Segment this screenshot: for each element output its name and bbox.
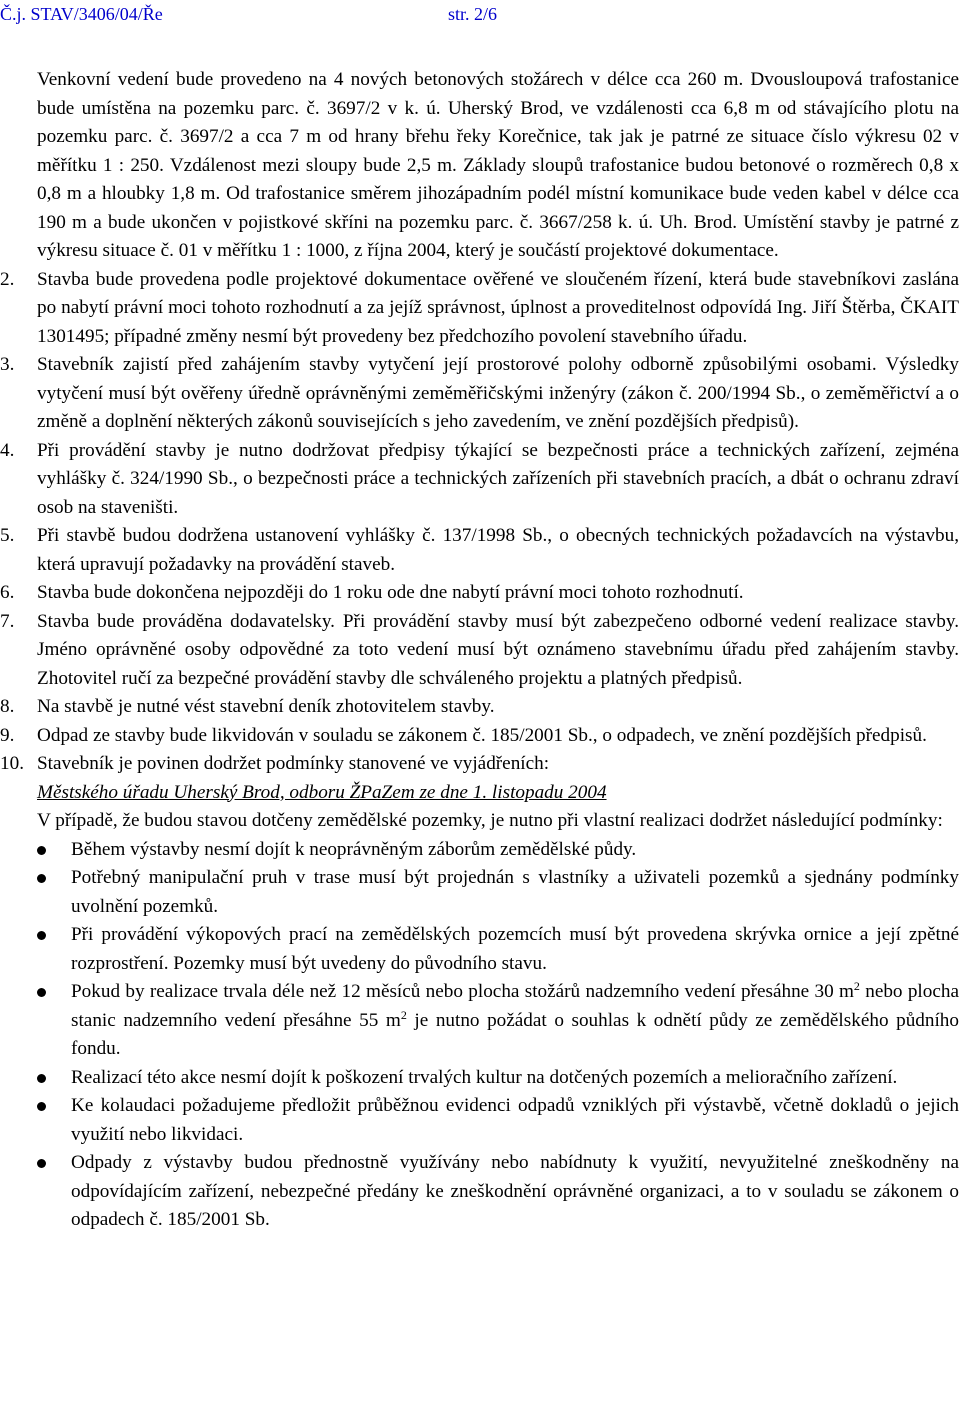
item-text: Při stavbě budou dodržena ustanovení vyhlášky č. 137/1998 Sb., o obecných technických požadavcích na výstavbu, která upravují požadavky na provádění staveb. [37, 525, 959, 575]
item-text: Stavba bude prováděna dodavatelsky. Při provádění stavby musí být zabezpečeno odborné vedení realizace stavby. Jméno oprávněné osoby odpovědné za toto vedení musí být oznámeno stavebnímu úřadu před zahájením stavby. Zhotovitel ručí za bezpečné provádění stavby dle schváleného projektu a platných předpisů. [37, 610, 959, 689]
authority-subheading: Městského úřadu Uherský Brod, odboru ŽPaZem ze dne 1. listopadu 2004 [37, 781, 607, 803]
reference-number: Č.j. STAV/3406/04/Ře [0, 4, 163, 24]
conditions-intro: V případě, že budou stavou dotčeny zemědělské pozemky, je nutno při vlastní realizaci dodržet následující podmínky: [37, 810, 943, 831]
item-text: Na stavbě je nutné vést stavební deník zhotovitelem stavby. [37, 696, 495, 717]
list-item-8 [0, 693, 959, 722]
list-item-10 [0, 750, 959, 779]
list-item-5 [0, 522, 959, 579]
list-item [37, 978, 959, 1064]
item-text: Při provádění stavby je nutno dodržovat předpisy týkající se bezpečnosti práce a technických zařízení, zejména vyhlášky č. 324/1990 Sb., o bezpečnosti práce a technických zařízeních při stavebních pracích, a dbát o ochranu zdraví osob na staveništi. [37, 439, 959, 518]
condition-text: Při provádění výkopových prací na zemědělských pozemcích musí být provedena skrývka ornice a její zpětné rozprostření. Pozemky musí být uvedeny do původního stavu. [71, 924, 959, 974]
item-text: Stavba bude provedena podle projektové dokumentace ověřené ve sloučeném řízení, která bude stavebníkovi zaslána po nabytí právní moci tohoto rozhodnutí a za jejíž správnost, úplnost a proveditelnost odpovídá Ing. Jiří Štěrba, ČKAIT 1301495; případné změny nesmí být provedeny bez předchozího povolení stavebního úřadu. [37, 268, 959, 347]
intro-paragraph: Venkovní vedení bude provedeno na 4 nových betonových stožárech v délce cca 260 m. Dvousloupová trafostanice bude umístěna na pozemku parc. č. 3697/2 v k. ú. Uherský Brod, ve vzdálenosti cca 6,8 m od stávajícího plotu na pozemku parc. č. 3697/2 a cca 7 m od hrany břehu řeky Korečnice, tak jak je patrné ze situace číslo výkresu 02 v měřítku 1 : 250. Vzdálenost mezi sloupy bude 2,5 m. Základy sloupů trafostanice budou betonové o rozměrech 0,8 x 0,8 m a hloubky 1,8 m. Od trafostanice směrem jihozápadním podél místní komunikace bude veden kabel v délce cca 190 m a bude ukončen v pojistkové skříni na pozemku parc. č. 3667/258 k. ú. Uh. Brod. Umístění stavby je patrné z výkresu situace č. 01 v měřítku 1 : 1000, z října 2004, který je součástí projektové dokumentace. [37, 69, 959, 261]
bullet-icon [37, 988, 46, 997]
item-number: 6. [0, 582, 15, 603]
condition-text: Odpady z výstavby budou přednostně využívány nebo nabídnuty k využití, nevyužitelné zneškodněny na odpovídajícím zařízení, nebezpečné předány ke zneškodnění oprávněné organizaci, a to v souladu se zákonem o odpadech č. 185/2001 Sb. [71, 1152, 959, 1230]
bullet-icon [37, 931, 46, 940]
list-item [37, 1064, 959, 1093]
condition-text: Pokud by realizace trvala déle než 12 měsíců nebo plocha stožárů nadzemního vedení přesáhne 30 $m^2$ nebo plocha stanic nadzemního vedení přesáhne 55 $m^2$ je nutno požádat o souhlas k odnětí půdy ze zemědělského půdního fondu. [71, 979, 959, 1059]
list-item [37, 864, 959, 921]
list-item-7 [0, 608, 959, 694]
list-item-4 [0, 437, 959, 523]
list-item [37, 836, 959, 865]
item-text: Stavebník zajistí před zahájením stavby vytyčení její prostorové polohy odborně způsobilými osobami. Výsledky vytyčení musí být ověřeny úředně oprávněnými zeměměřičskými inženýry (zákon č. 200/1994 Sb., o zeměměřictví a o změně a doplnění některých zákonů souvisejících s jeho zavedením, ve znění pozdějších předpisů). [37, 354, 959, 432]
item-number: 8. [0, 696, 15, 717]
item-number: 10. [0, 753, 24, 774]
item-number: 3. [0, 354, 15, 375]
item-number: 2. [0, 268, 15, 290]
list-item-3 [0, 351, 959, 437]
conditions-list [37, 836, 959, 1235]
list-item-2 [0, 266, 959, 352]
item-text: Odpad ze stavby bude likvidován v souladu se zákonem č. 185/2001 Sb., o odpadech, ve znění pozdějších předpisů. [37, 724, 927, 746]
condition-text: Ke kolaudaci požadujeme předložit průběžnou evidenci odpadů vzniklých při výstavbě, včetně dokladů o jejich využití nebo likvidaci. [71, 1095, 959, 1145]
item-text: Stavba bude dokončena nejpozději do 1 roku ode dne nabytí právní moci tohoto rozhodnutí. [37, 582, 744, 603]
list-item [37, 1092, 959, 1149]
item-number: 5. [0, 525, 15, 546]
bullet-icon [37, 1159, 46, 1168]
bullet-icon [37, 874, 46, 883]
bullet-icon [37, 1074, 46, 1083]
item-number: 4. [0, 439, 15, 461]
condition-text: Během výstavby nesmí dojít k neoprávněným záborům zemědělské půdy. [71, 838, 637, 860]
page-number: str. 2/6 [448, 4, 498, 24]
bullet-icon [37, 1102, 46, 1111]
bullet-icon [37, 846, 46, 855]
item-text: Stavebník je povinen dodržet podmínky stanovené ve vyjádřeních: [37, 753, 550, 774]
item-number: 7. [0, 610, 15, 632]
document-body [0, 66, 959, 1235]
condition-text: Potřebný manipulační pruh v trase musí být projednán s vlastníky a uživateli pozemků a sjednány podmínky uvolnění pozemků. [71, 867, 959, 917]
list-item-6 [0, 579, 959, 608]
list-item-9 [0, 722, 959, 751]
list-item [37, 921, 959, 978]
page-header [0, 2, 960, 26]
list-item [37, 1149, 959, 1235]
condition-text: Realizací této akce nesmí dojít k poškození trvalých kultur na dotčených pozemích a melioračního zařízení. [71, 1066, 898, 1088]
item-number: 9. [0, 724, 15, 746]
